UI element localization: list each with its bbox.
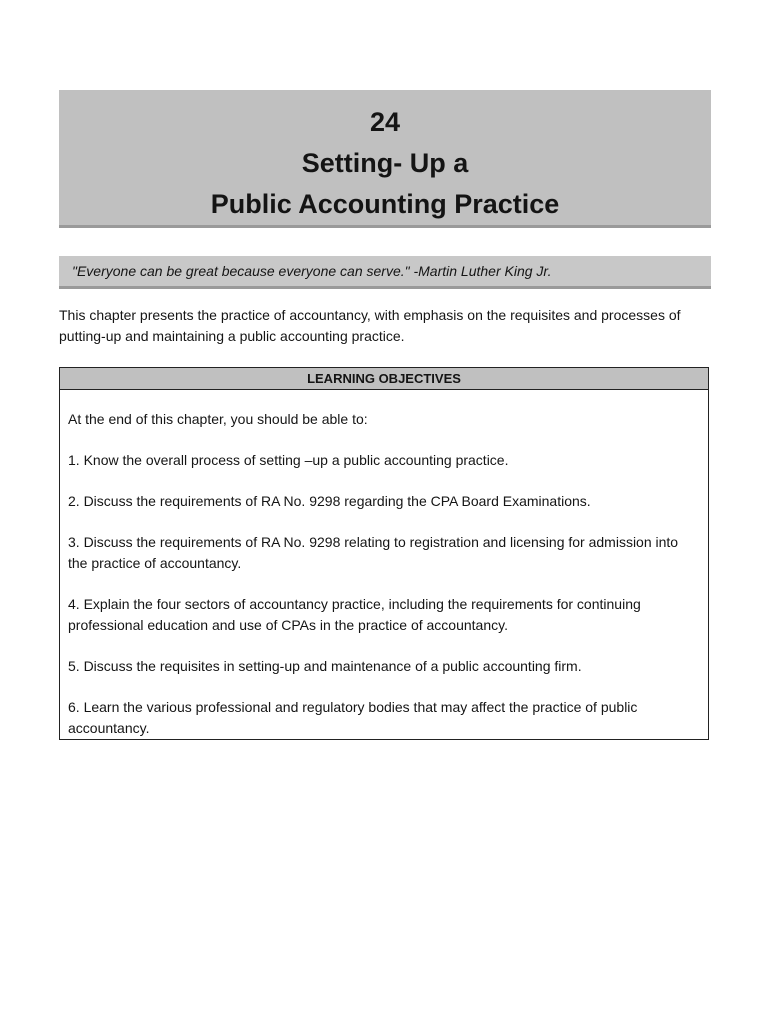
chapter-intro-paragraph: This chapter presents the practice of accountancy, with emphasis on the requisites and processes of putting-up and maintaining a public accounting practice. [59,307,681,344]
objective-item: 3. Discuss the requirements of RA No. 9298 relating to registration and licensing for admission into the practice of accountancy. [68,534,679,571]
learning-objectives-header: LEARNING OBJECTIVES [60,368,708,390]
objective-item: 5. Discuss the requisites in setting-up and maintenance of a public accounting firm. [68,658,582,674]
learning-objectives-body [60,390,708,739]
chapter-number: 24 [369,107,401,137]
chapter-title-line-2: Public Accounting Practice [210,189,560,219]
epigraph-quote: "Everyone can be great because everyone can serve." -Martin Luther King Jr. [59,256,711,289]
objective-item: 6. Learn the various professional and regulatory bodies that may affect the practice of public accountancy. [68,699,638,736]
chapter-title-block [59,90,711,228]
learning-objectives-box [59,367,709,740]
objectives-lead: At the end of this chapter, you should be able to: [68,411,368,427]
objective-item: 1. Know the overall process of setting –up a public accounting practice. [68,452,509,468]
objective-item: 4. Explain the four sectors of accountancy practice, including the requirements for continuing professional education and use of CPAs in the practice of accountancy. [68,596,641,633]
chapter-title-line-1: Setting- Up a [301,148,469,178]
objective-item: 2. Discuss the requirements of RA No. 9298 regarding the CPA Board Examinations. [68,493,591,509]
